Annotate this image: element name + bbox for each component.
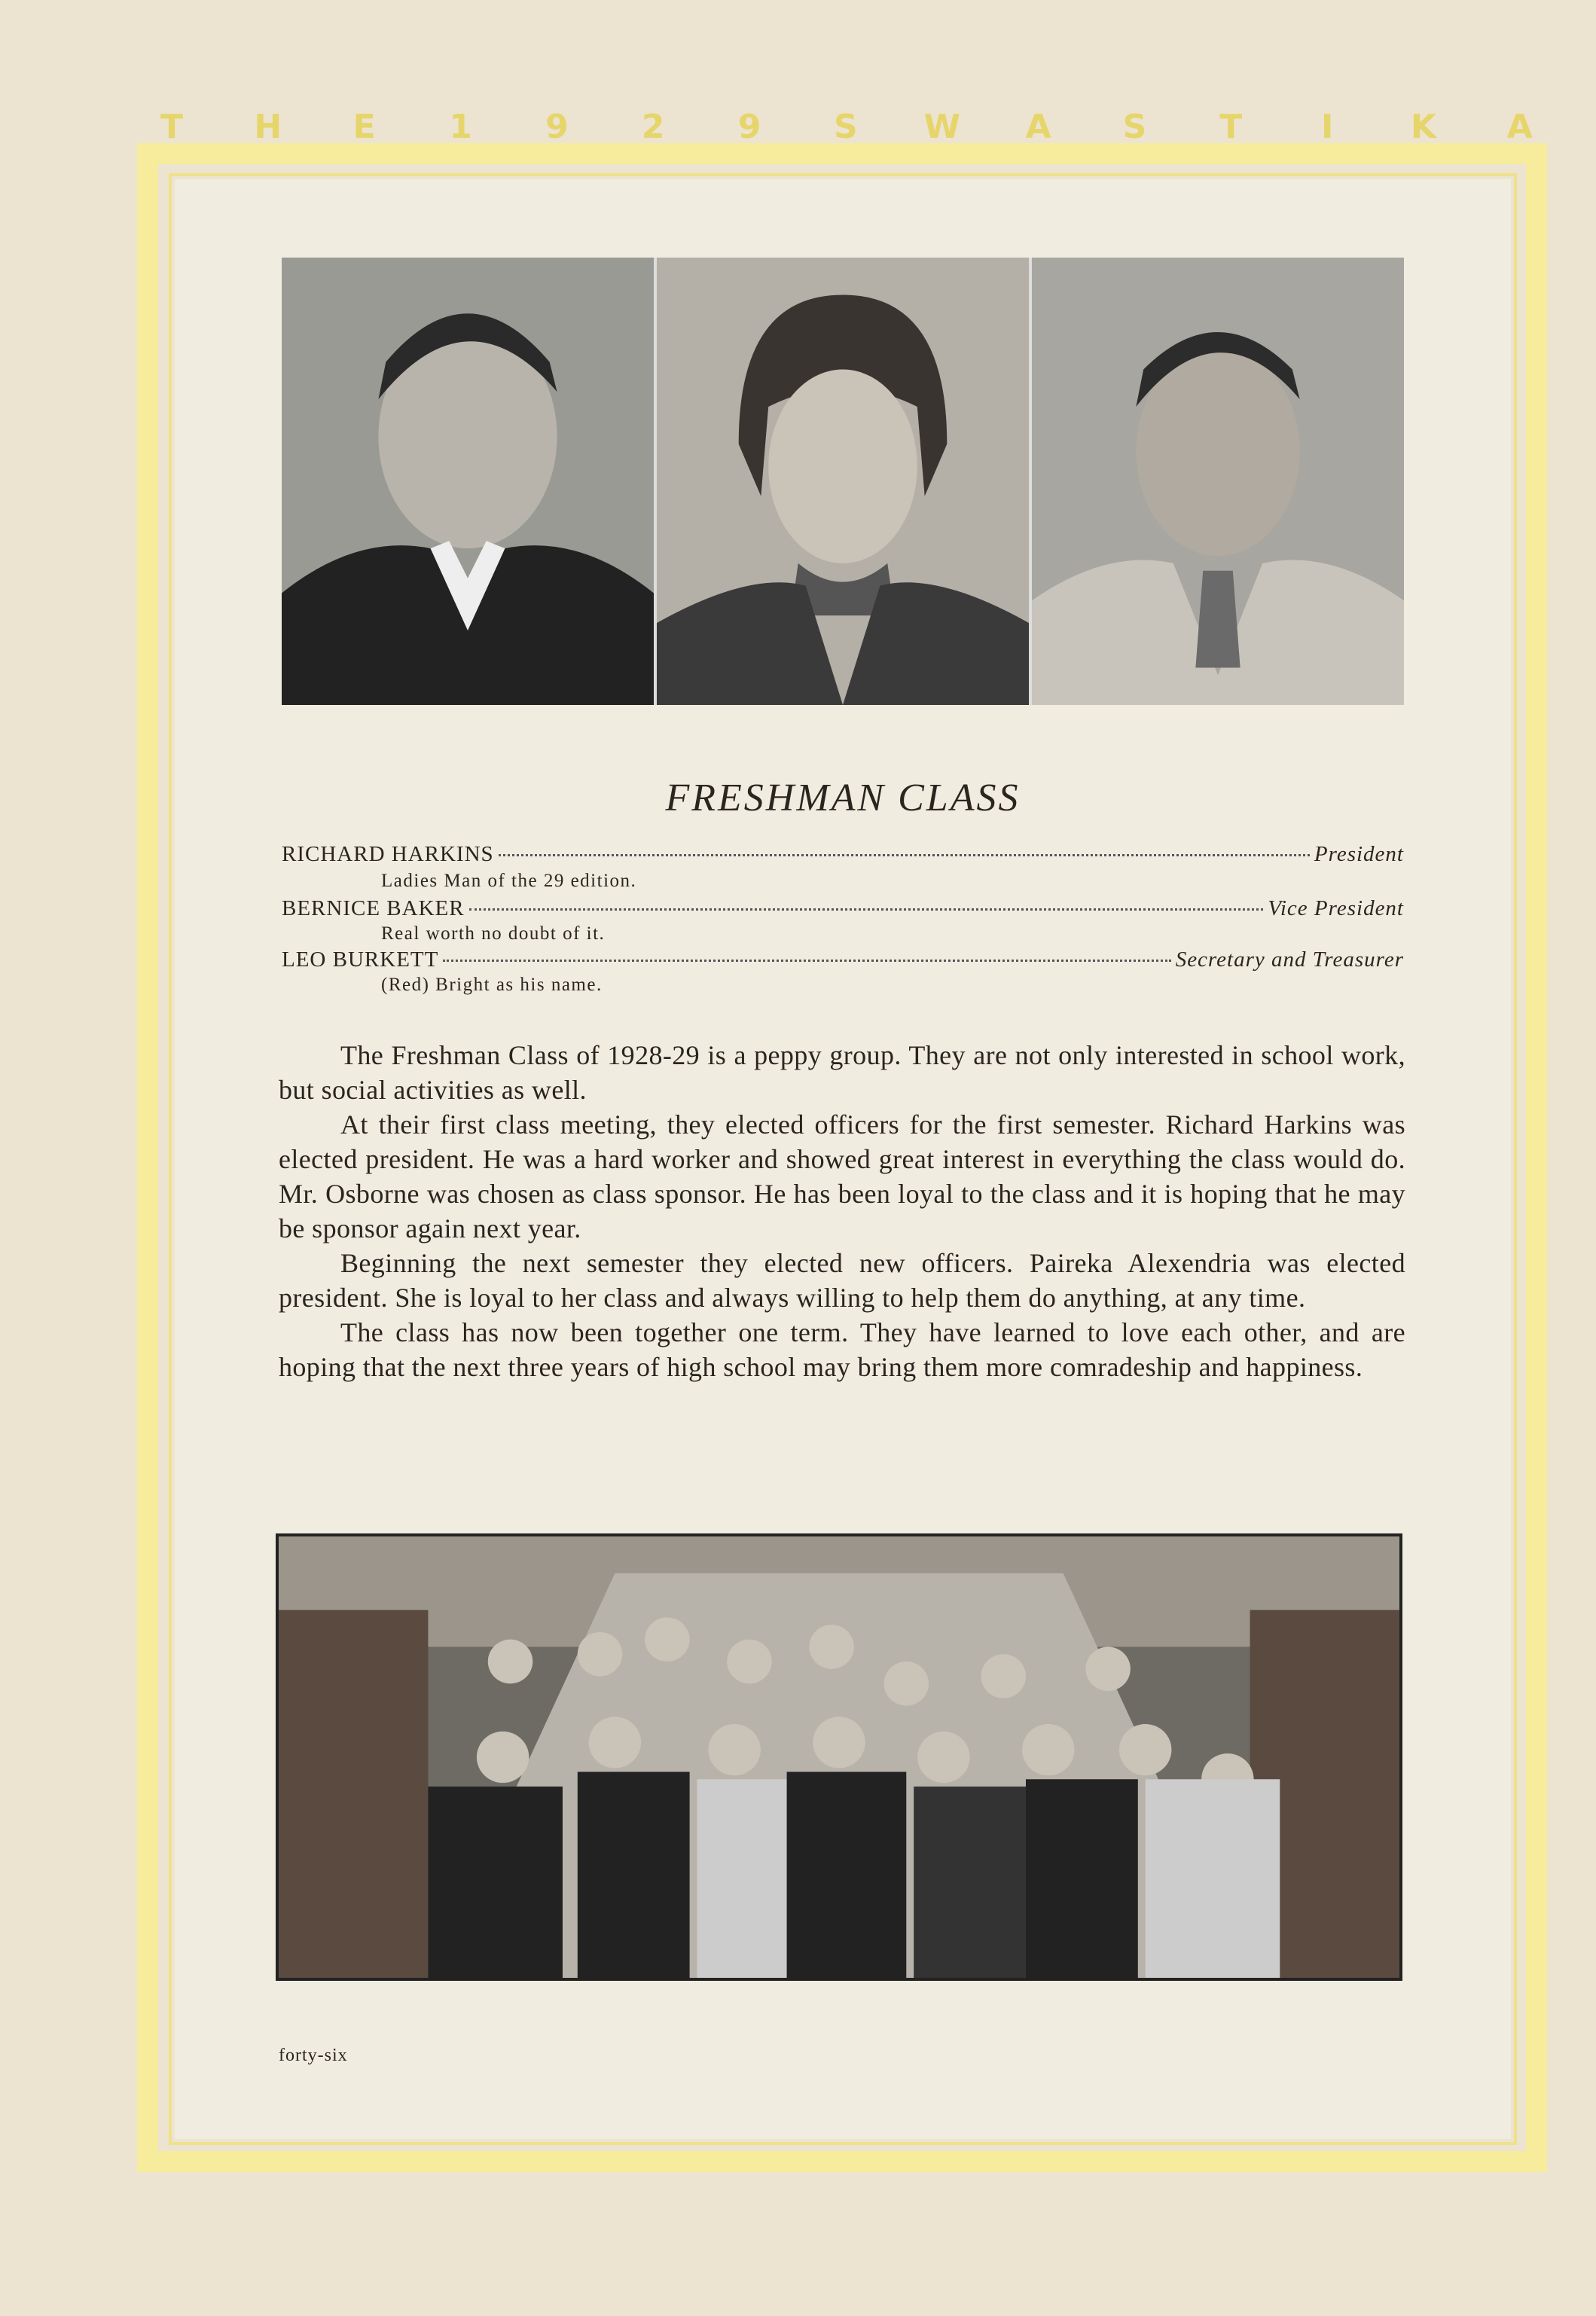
- paragraph: The class has now been together one term. They have learned to love each other, and are hoping that the next three years of high school may bring them more comradeship and happiness.: [279, 1317, 1405, 1382]
- portrait-photo-icon: [282, 258, 654, 705]
- officer-portraits: [282, 258, 1404, 705]
- portrait-president: [282, 258, 657, 705]
- officer-name: RICHARD HARKINS: [282, 842, 494, 866]
- header-letter: 2: [641, 107, 668, 146]
- officer-note: Real worth no doubt of it.: [381, 923, 606, 944]
- header-letter: A: [1025, 107, 1054, 146]
- portrait-secretary-treasurer: [1032, 258, 1404, 705]
- group-photo-icon: [279, 1536, 1399, 1978]
- header-letter: T: [160, 107, 186, 146]
- header-letter: 9: [737, 107, 764, 146]
- page-number: forty-six: [279, 2046, 348, 2065]
- dot-leader: [443, 960, 1170, 962]
- portrait-photo-icon: [657, 258, 1029, 705]
- header-letter: 1: [449, 107, 475, 146]
- header-letter: I: [1320, 107, 1337, 146]
- dot-leader: [469, 908, 1264, 911]
- header-letter: S: [1122, 107, 1150, 146]
- header-letter: S: [834, 107, 861, 146]
- portrait-photo-icon: [1032, 258, 1404, 705]
- officer-row-vice-president: [282, 896, 1404, 921]
- officer-name: BERNICE BAKER: [282, 896, 465, 920]
- header-letter: E: [352, 107, 379, 146]
- header-letter: T: [1219, 107, 1246, 146]
- officer-row-president: [282, 842, 1404, 867]
- header-letter: W: [923, 107, 964, 146]
- paragraph: Beginning the next semester they elected new officers. Paireka Alexendria was elected president. She is loyal to her class and always willing to help them do anything, at any time.: [279, 1248, 1405, 1313]
- officer-note: Ladies Man of the 29 edition.: [381, 871, 637, 891]
- portrait-vice-president: [657, 258, 1032, 705]
- dot-leader: [499, 854, 1310, 856]
- section-heading: FRESHMAN CLASS: [665, 777, 1021, 819]
- running-header: [136, 104, 1559, 149]
- header-letter: 9: [545, 107, 572, 146]
- officer-row-secretary-treasurer: [282, 947, 1404, 972]
- header-letter: A: [1506, 107, 1536, 146]
- officer-note: (Red) Bright as his name.: [381, 975, 603, 995]
- officer-title: President: [1314, 842, 1404, 866]
- class-group-photo: [276, 1533, 1402, 1981]
- header-letter: H: [254, 107, 285, 146]
- officer-title: Secretary and Treasurer: [1175, 947, 1404, 972]
- class-history-text: [279, 1038, 1405, 1384]
- officer-title: Vice President: [1268, 896, 1404, 920]
- paragraph: The Freshman Class of 1928-29 is a peppy group. They are not only interested in school work, but social activities as well.: [279, 1040, 1405, 1105]
- paragraph: At their first class meeting, they elected officers for the first semester. Richard Harkins was elected president. He was a hard worker and showed great interest in everything the class would do. Mr. Osborne was chosen as class sponsor. He has been loyal to the class and it is hoping that he may be sponsor again next year.: [279, 1109, 1405, 1243]
- officer-name: LEO BURKETT: [282, 947, 439, 972]
- header-letter: K: [1410, 107, 1440, 146]
